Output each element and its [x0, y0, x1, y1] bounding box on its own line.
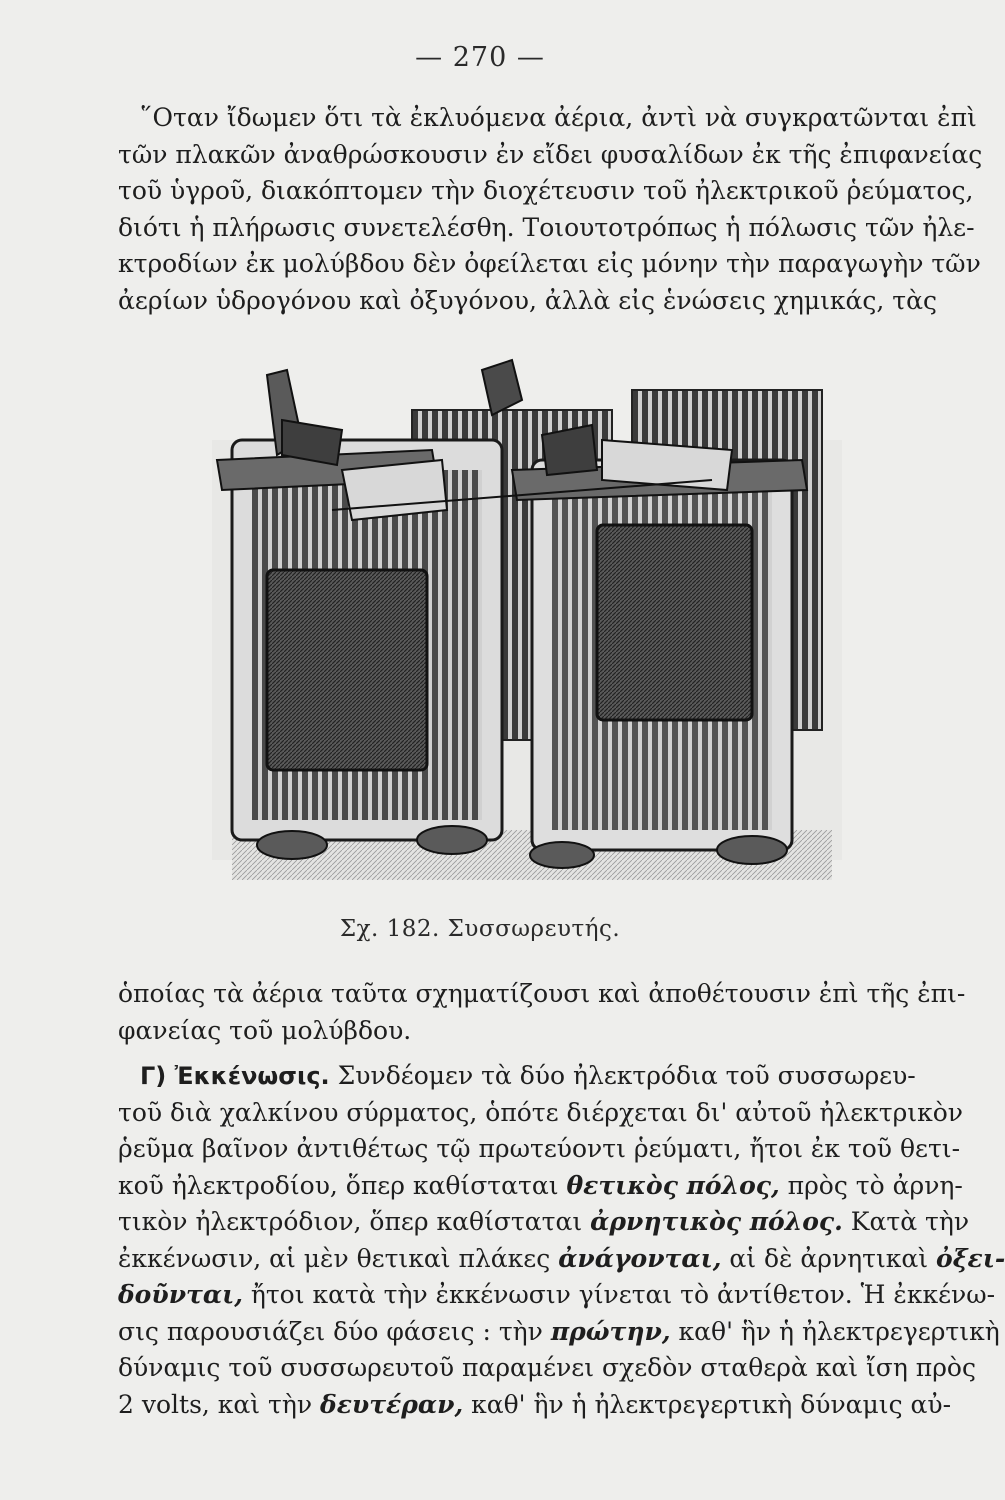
text-span: αἱ δὲ ἀρνητικαὶ — [721, 1243, 937, 1273]
text-line — [118, 1277, 996, 1314]
emphasis-term: θετικὸς πόλος, — [566, 1170, 780, 1200]
text-line: ὁποίας τὰ ἀέρια ταῦτα σχηματίζουσι καὶ ἀποθέτουσιν ἐπὶ τῆς ἐπι- — [118, 979, 966, 1008]
text-line: τοῦ διὰ χαλκίνου σύρματος, ὁπότε διέρχεται δι' αὐτοῦ ἠλεκτρικὸν — [118, 1097, 963, 1127]
text-span: Συνδέομεν τὰ δύο ἠλεκτρόδια τοῦ συσσωρευ- — [329, 1061, 916, 1090]
text-span: πρὸς τὸ ἀρνη- — [779, 1170, 963, 1200]
text-span: ἤτοι κατὰ τὴν ἐκκένωσιν γίνεται τὸ ἀντίθετον. Ἡ ἐκκένω- — [242, 1280, 996, 1309]
text-line: τῶν πλακῶν ἀναθρώσκουσιν ἐν εἴδει φυσαλίδων ἐκ τῆς ἐπιφανείας — [118, 139, 983, 169]
text-span: καθ' ἣν ἡ ἠλεκτρεγερτικὴ δύναμις αὐ- — [463, 1389, 952, 1419]
text-line — [118, 1204, 970, 1241]
text-line — [118, 1168, 963, 1205]
text-span: 2 volts, καὶ τὴν — [118, 1389, 321, 1419]
text-line: ἀερίων ὑδρογόνου καὶ ὀξυγόνου, ἀλλὰ εἰς ἑνώσεις χημικάς, τὰς — [118, 285, 938, 315]
text-line: δύναμις τοῦ συσσωρευτοῦ παραμένει σχεδὸν σταθερὰ καὶ ἴση πρὸς — [118, 1353, 976, 1382]
text-line — [118, 1058, 930, 1095]
emphasis-term: ἀνάγονται, — [558, 1243, 722, 1273]
paragraph-2 — [118, 976, 966, 1049]
emphasis-term: ὀξει- — [936, 1243, 1005, 1273]
text-span: ἐκκένωσιν, αἱ μὲν θετικαὶ πλάκες — [118, 1243, 559, 1273]
emphasis-term: δοῦνται, — [118, 1280, 243, 1309]
text-line — [118, 1314, 1000, 1351]
figure-caption: Σχ. 182. Συσσωρευτής. — [339, 916, 621, 942]
paragraph-1 — [118, 100, 983, 319]
text-line: κτροδίων ἐκ μολύβδου δὲν ὀφείλεται εἰς μόνην τὴν παραγωγὴν τῶν — [118, 249, 981, 278]
text-span: κοῦ ἠλεκτροδίου, ὅπερ καθίσταται — [118, 1170, 567, 1200]
text-line: ῥεῦμα βαῖνον ἀντιθέτως τῷ πρωτεύοντι ῥεύματι, ἤτοι ἐκ τοῦ θετι- — [118, 1134, 961, 1163]
text-line: φανείας τοῦ μολύβδου. — [118, 1015, 412, 1045]
text-line — [118, 1241, 1005, 1278]
text-span: σις παρουσιάζει δύο φάσεις : τὴν — [118, 1316, 551, 1346]
text-span: Κατὰ τὴν — [842, 1207, 970, 1236]
text-line: ῞Οταν ἴδωμεν ὅτι τὰ ἐκλυόμενα ἀέρια, ἀντὶ νὰ συγκρατῶνται ἐπὶ — [140, 103, 977, 132]
text-span: τικὸν ἠλεκτρόδιον, ὅπερ καθίσταται — [118, 1207, 591, 1236]
text-line: διότι ἡ πλήρωσις συνετελέσθη. Τοιουτοτρόπως ἡ πόλωσις τῶν ἠλε- — [118, 212, 975, 242]
accumulator-illustration — [212, 360, 852, 900]
emphasis-term: δευτέραν, — [320, 1389, 464, 1419]
text-line — [118, 1387, 952, 1424]
paragraph-3 — [118, 1058, 1005, 1423]
emphasis-term: ἀρνητικὸς πόλος. — [590, 1207, 843, 1236]
page-number: — 270 — — [415, 42, 545, 73]
emphasis-term: πρώτην, — [550, 1316, 671, 1346]
text-span: καθ' ἣν ἡ ἠλεκτρεγερτικὴ — [670, 1316, 1000, 1346]
section-heading: Γ) Ἐκκένωσις. — [140, 1062, 330, 1090]
text-line: τοῦ ὑγροῦ, διακόπτομεν τὴν διοχέτευσιν τοῦ ἠλεκτρικοῦ ῥεύματος, — [118, 176, 974, 205]
